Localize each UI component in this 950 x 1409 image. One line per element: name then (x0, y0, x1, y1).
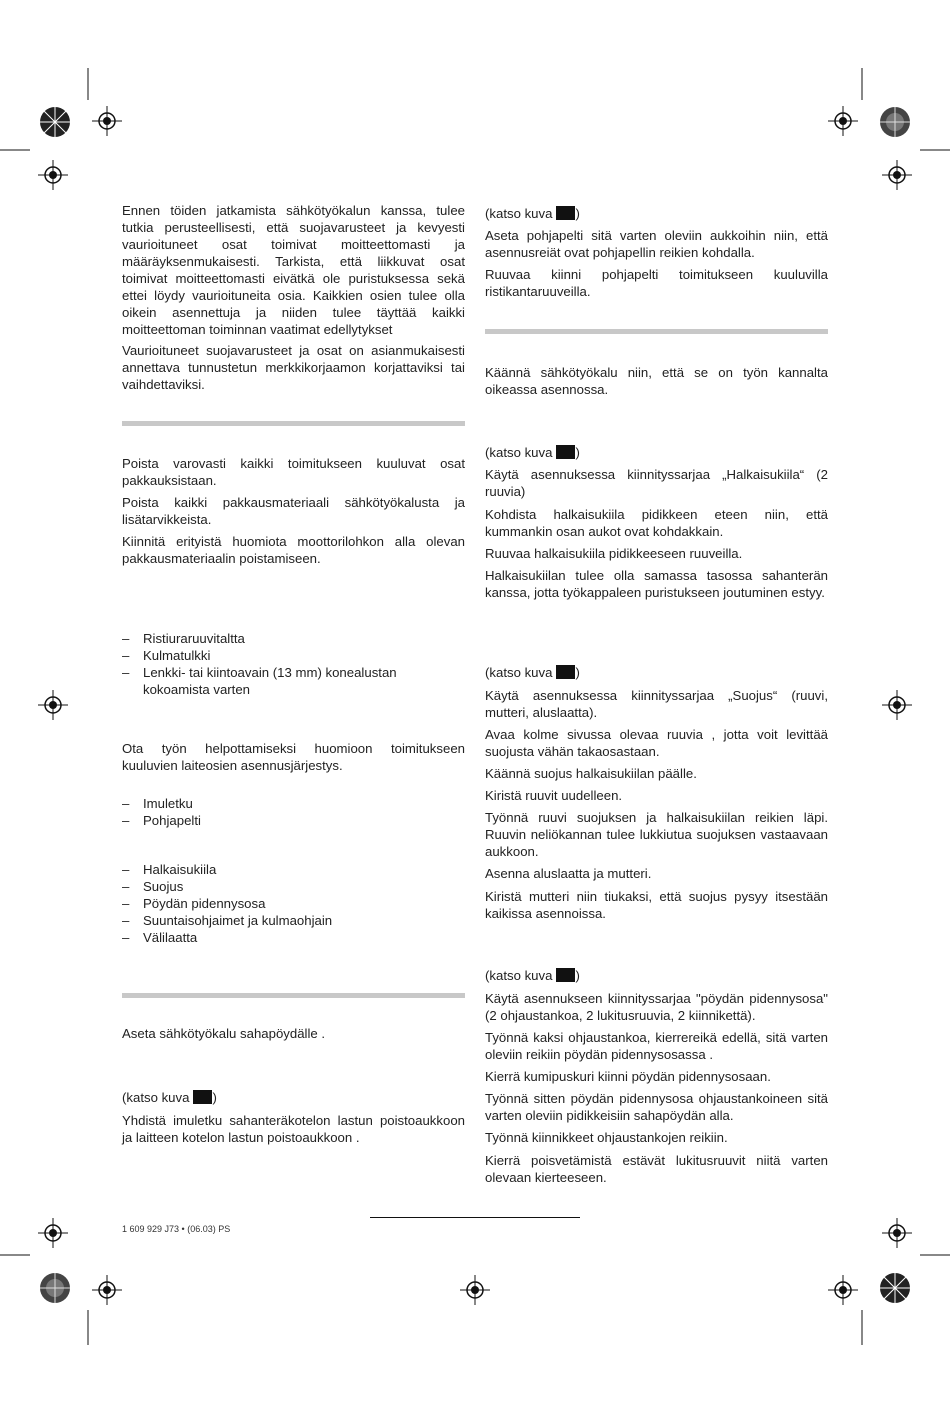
riving-kit-paragraph: Käytä asennuksessa kiinnityssarjaa „Halkaisukiila“ (2 ruuvia) (485, 467, 828, 499)
remove-packaging-paragraph: Poista kaikki pakkausmateriaali sähkötyökalusta ja lisätarvikkeista. (122, 495, 465, 527)
crosshair-target-icon (882, 1218, 912, 1248)
turn-guard-paragraph: Käännä suojus halkaisukiilan päälle. (485, 766, 697, 781)
push-screw-paragraph: Työnnä ruuvi suojuksen ja halkaisukiilan reikien läpi. Ruuvin neliökannan tulee lukkiutua suojuksen vastaavaan aukkoon. (485, 810, 828, 859)
intro-paragraph: Ennen töiden jatkamista sähkötyökalun kanssa, tulee tutkia perusteellisesti, että suojavarusteet ja kevyesti vaurioituneet osat toimivat moitteettomasti ja määräyksenmukaisesti. Tarkista, että liikkuvat osat toimivat moitteettomasti eivätkä ole puristuksessa sekä ettei löydy vaurioituneita osia. Kaikkien osien tulee olla oikein asennettuja ja niiden tulee täyttää kaikki moitteettoman toiminnan vaatimat edellytykset (122, 203, 465, 337)
repair-paragraph: Vaurioituneet suojavarusteet ja osat on asianmukaisesti annettava tunnustetun merkkikorjaamon korjattaviksi tai vaihdettaviksi. (122, 343, 465, 392)
star-target-icon (879, 1272, 911, 1304)
base-plate-paragraph: Aseta pohjapelti sitä varten oleviin aukkoihin niin, että asennusreiät ovat pohjapellin reikien kohdalla. (485, 228, 828, 260)
push-extension-paragraph: Työnnä sitten pöydän pidennysosa ohjaustankoineen sitä varten oleviin pidikkeisiin sahapöydän alla. (485, 1091, 828, 1123)
screw-base-plate-paragraph: Ruuvaa kiinni pohjapelti toimitukseen kuuluvilla ristikantaruuveilla. (485, 267, 828, 299)
star-target-icon (39, 106, 71, 138)
assembly-order-paragraph: Ota työn helpottamiseksi huomioon toimitukseen kuuluvien laiteosien asennusjärjestys. (122, 741, 465, 773)
turn-tool-paragraph: Käännä sähkötyökalu niin, että se on työn kannalta oikeassa asennossa. (485, 365, 828, 397)
screw-riving-paragraph: Ruuvaa halkaisukiila pidikkeeseen ruuveilla. (485, 546, 743, 561)
crosshair-target-icon (460, 1275, 490, 1305)
hose-paragraph: Yhdistä imuletku sahanteräkotelon lastun poistoaukkoon ja laitteen kotelon lastun poistoaukkoon . (122, 1113, 465, 1145)
guide-rods-paragraph: Työnnä kaksi ohjaustankoa, kierrereikä edellä, sitä varten oleviin reikiin pöydän pidennysosassa . (485, 1030, 828, 1062)
figure-reference: (katso kuva ) (485, 206, 580, 221)
crosshair-target-icon (882, 690, 912, 720)
crosshair-target-icon (882, 160, 912, 190)
figure-reference: (katso kuva ) (485, 665, 580, 680)
crosshair-target-icon (828, 106, 858, 136)
tighten-nut-paragraph: Kiristä mutteri niin tiukaksi, että suojus pysyy itsestään kaikissa asennoissa. (485, 889, 828, 921)
align-riving-paragraph: Kohdista halkaisukiila pidikkeen eteen niin, että kummankin osan aukot ovat kohdakkain. (485, 507, 828, 539)
rubber-buffer-paragraph: Kierrä kumipuskuri kiinni pöydän pidennysosaan. (485, 1069, 771, 1084)
crosshair-target-icon (92, 1275, 122, 1305)
guard-kit-paragraph: Käytä asennuksessa kiinnityssarjaa „Suojus“ (ruuvi, mutteri, aluslaatta). (485, 688, 828, 720)
place-tool-paragraph: Aseta sähkötyökalu sahapöydälle . (122, 1026, 326, 1041)
color-target-icon (879, 106, 911, 138)
crosshair-target-icon (828, 1275, 858, 1305)
list-item: – Pohjapelti (122, 812, 465, 829)
crosshair-target-icon (38, 690, 68, 720)
tighten-screws-paragraph: Kiristä ruuvit uudelleen. (485, 788, 623, 803)
riving-level-paragraph: Halkaisukiilan tulee olla samassa tasossa sahanterän kanssa, jotta työkappaleen puristukseen joutuminen estyy. (485, 568, 828, 600)
list-item: – Lenkki- tai kiintoavain (13 mm) konealustan kokoamista varten (122, 664, 465, 698)
figure-reference: (katso kuva ) (122, 1090, 217, 1105)
list-item: – Suuntaisohjaimet ja kulmaohjain (122, 912, 465, 929)
figure-reference: (katso kuva ) (485, 445, 580, 460)
figure-reference: (katso kuva ) (485, 968, 580, 983)
unpack-paragraph: Poista varovasti kaikki toimitukseen kuuluvat osat pakkauksistaan. (122, 456, 465, 488)
list-item: – Ristiuraruuvitaltta (122, 630, 465, 647)
list-item: – Välilaatta (122, 929, 465, 946)
list-item: – Pöydän pidennysosa (122, 895, 465, 912)
color-target-icon (39, 1272, 71, 1304)
open-screws-paragraph: Avaa kolme sivussa olevaa ruuvia , jotta voit levittää suojusta vähän takaosastaan. (485, 727, 828, 759)
list-item: – Suojus (122, 878, 465, 895)
list-item: – Imuletku (122, 795, 465, 812)
footer-code: 1 609 929 J73 • (06.03) PS (122, 1224, 231, 1234)
crosshair-target-icon (92, 106, 122, 136)
list-item: – Kulmatulkki (122, 647, 465, 664)
motor-packaging-paragraph: Kiinnitä erityistä huomiota moottorilohkon alla olevan pakkausmateriaalin poistamiseen. (122, 534, 465, 566)
list-item: – Halkaisukiila (122, 861, 465, 878)
washer-nut-paragraph: Asenna aluslaatta ja mutteri. (485, 866, 652, 881)
locking-screws-paragraph: Kierrä poisvetämistä estävät lukitusruuvit niitä varten olevaan kierteeseen. (485, 1153, 828, 1185)
extension-kit-paragraph: Käytä asennukseen kiinnityssarjaa "pöydän pidennysosa" (2 ohjaustankoa, 2 lukitusruuvia, 2 kiinnikettä). (485, 991, 828, 1023)
push-clips-paragraph: Työnnä kiinnikkeet ohjaustankojen reikiin. (485, 1130, 728, 1145)
crosshair-target-icon (38, 160, 68, 190)
crosshair-target-icon (38, 1218, 68, 1248)
